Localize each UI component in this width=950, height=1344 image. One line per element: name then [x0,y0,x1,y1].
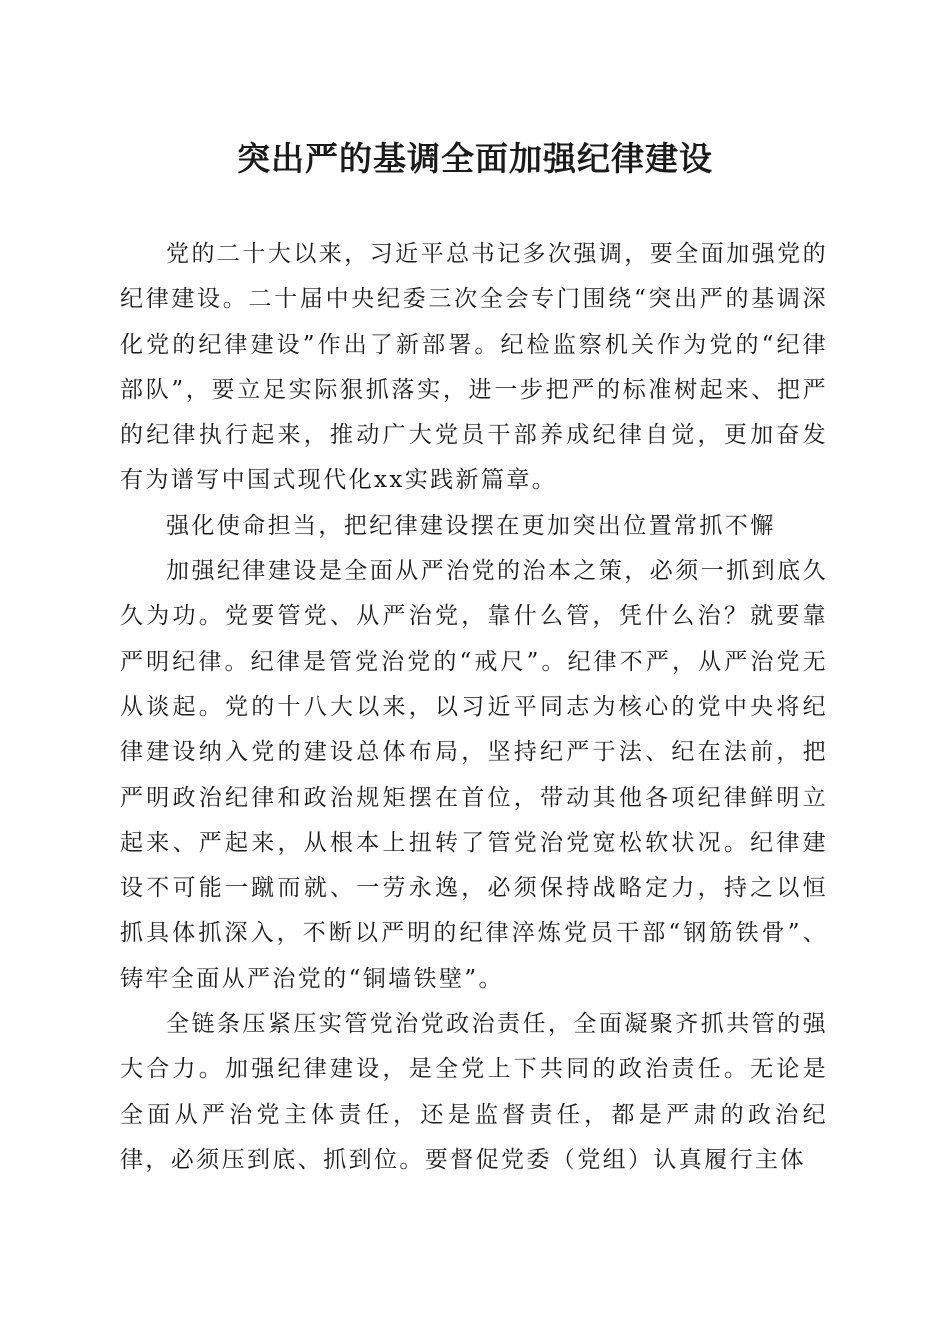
paragraph-intro: 党的二十大以来，习近平总书记多次强调，要全面加强党的纪律建设。二十届中央纪委三次全会专门围绕“突出严的基调深化党的纪律建设”作出了新部署。纪检监察机关作为党的“纪律部队”，要立足实际狠抓落实，进一步把严的标准树起来、把严的纪律执行起来，推动广大党员干部养成纪律自觉，更加奋发有为谱写中国式现代化xx实践新篇章。 [120,241,828,494]
document-body [120,232,828,1183]
section-heading: 强化使命担当，把纪律建设摆在更加突出位置常抓不懈 [166,512,776,539]
paragraph-responsibility: 全链条压紧压实管党治党政治责任，全面凝聚齐抓共管的强大合力。加强纪律建设，是全党上下共同的政治责任。无论是全面从严治党主体责任，还是监督责任，都是严肃的政治纪律，必须压到底、抓到位。要督促党委（党组）认真履行主体 [120,1011,828,1173]
paragraph-discipline: 加强纪律建设是全面从严治党的治本之策，必须一抓到底久久为功。党要管党、从严治党，靠什么管，凭什么治？就要靠严明纪律。纪律是管党治党的“戒尺”。纪律不严，从严治党无从谈起。党的十八大以来，以习近平同志为核心的党中央将纪律建设纳入党的建设总体布局，坚持纪严于法、纪在法前，把严明政治纪律和政治规矩摆在首位，带动其他各项纪律鲜明立起来、严起来，从根本上扭转了管党治党宽松软状况。纪律建设不可能一蹴而就、一劳永逸，必须保持战略定力，持之以恒抓具体抓深入，不断以严明的纪律淬炼党员干部“钢筋铁骨”、铸牢全面从严治党的“铜墙铁壁”。 [120,558,828,992]
document-title: 突出严的基调全面加强纪律建设 [237,139,713,178]
